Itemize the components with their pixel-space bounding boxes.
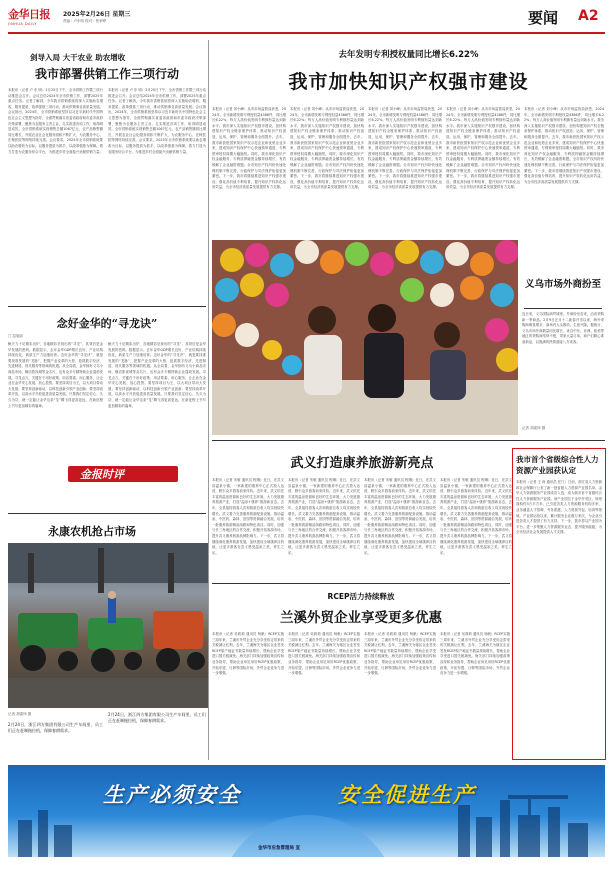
divider: [8, 306, 206, 307]
story4-title: 我市加快知识产权强市建设: [288, 71, 529, 93]
safety-ad-banner: [8, 765, 605, 857]
photo-caption-title: 义乌市场外商扮至: [524, 279, 601, 290]
logo-text: 金华日报: [8, 8, 50, 21]
story1-kicker: 剑导入局 大干农业 助农增收: [30, 53, 126, 62]
market-photo: [212, 240, 518, 435]
story5-title: 武义打造康养旅游新亮点: [290, 456, 434, 471]
story4-kicker: 去年发明专利授权量同比增长6.22%: [338, 50, 479, 60]
masthead-rule: [8, 32, 605, 34]
story7-body-col3: 本报讯（记者 吴莉莉 通讯员 杨帆）RCEP实施三周年来，兰溪市外贸企业充分享受协定带来的关税减让红利。去年，兰溪海关为辖区企业签发RCEP原产地证书数量持续增长，帮助企业享受进口国关税减免。海关部门持续加强政策宣传和业务指导，帮助企业用足用好RCEP优惠政策，开拓东盟、日韩等国际市场，外贸企业竞争力进一步增强。: [364, 632, 436, 676]
story2-body-col2: 鲸天力十足精彩出炉，各地精彩呈现出的“寻龙”，其背后是金华发展的密码。数据显示，去年金华GDP增长良好，产业结构持续优化，新质生产力加速培育。念好金华的“寻龙诀”，就是要找准发展的“龙脉”，把握产业变革的大势，抢抓数字经济、先进制造、现代服务等领域的机遇。从全局看，金华拥有义乌小商品市场、横店影视城等金名片，也有众多专精特新企业蓬勃发展。寻龙点穴，关键在于用好政策、用活要素、用心服务，让企业在金华安心发展、放心投资。要坚持项目为王，以大项目带动大发展；要坚持创新驱动，以科技创新引领产业创新；要坚持改革开放，以高水平开放促进高质量发展。只要我们坚定信心、久久为功，就一定能让金华这条“龙”腾飞得更高更远，在新征程上书写更加精彩的篇章。: [108, 342, 206, 408]
photo-caption-body: 连日来，义乌国际商贸城里，外商纷至沓来，洽谈采购新一季商品。2月9日正月十二新春开市以来，海外采购商明显增多，商场内人头攒动，生意兴隆。据统计，义乌市场外商数量同比增长，来自中东、非洲、欧美等地区的采购商络绎不绝，带来大量订单。商户们精心准备新品，以饱满的热情迎接八方来客。: [522, 312, 604, 344]
column-rule: [208, 40, 209, 760]
photo-caption: 2月24日，浙江四方集团有限公司生产车间里，员工们正在赶制拖拉机，保障春耕需求。: [8, 722, 103, 733]
story7-body-col1: 本报讯（记者 吴莉莉 通讯员 杨帆）RCEP实施三周年来，兰溪市外贸企业充分享受协定带来的关税减让红利。去年，兰溪海关为辖区企业签发RCEP原产地证书数量持续增长，帮助企业享受进口国关税减免。海关部门持续加强政策宣传和业务指导，帮助企业用足用好RCEP优惠政策，开拓东盟、日韩等国际市场，外贸企业竞争力进一步增强。: [212, 632, 284, 676]
story2-byline: □ 屈旭丽: [8, 334, 23, 338]
story4-body-col1: 本报讯（记者 刘小峰）从市市场监管局获悉，2024年，全市新增发明专利授权量4386件，同比增长6.22%；每万人高价值发明专利拥有量达到新水平。我市深入实施知识产权强市建设，加快构建知识产权全链条保护体系，推动知识产权创造、运用、保护、管理和服务全面提升。去年，我市新获批国家知识产权示范企业和优势企业多家，建成知识产权保护中心快速预审通道，专利预审授权周期大幅缩短。同时，我市深化知识产权金融服务，专利质押融资金额持续增长，有效缓解了企业融资难题。全市知识产权纠纷快速处理机制不断完善，行政保护与司法保护衔接更加紧密。下一步，我市将继续推进知识产权强市建设，强化高价值专利培育，提升知识产权转化运用效益，为全市经济高质量发展提供有力支撑。: [212, 107, 286, 190]
story5-body-col3: 本报讯（记者 朱敏 通讯员 程琳）近日，在武义县温泉小镇，一家新建的康养中心正式投入运营，吸引众多游客前来体验。近年来，武义依托丰富的温泉资源和良好的生态环境，大力发展康养旅游产业，打造“温泉+康养“旅游新业态。去年，全县接待游客人次和旅游总收入均实现较快增长。武义着力完善康养旅游配套设施，推动温泉、中医药、森林、田园等资源融合发展，培育一批康养旅游精品线路和特色项目。同时，加强与长三角地区的合作交流，积极开拓客源市场，提升武义康养旅游品牌影响力。下一步，武义将继续深化康养旅游发展，加快建设全域康养目的地，让更多游客在武义感受温泉之美、养生之乐。: [364, 478, 436, 555]
ad-sponsor: 金华市应急管理局 宣: [258, 846, 301, 851]
ad-slogan-2: 安全促进生产: [338, 783, 476, 807]
story1-title: 我市部署供销工作三项行动: [34, 67, 179, 81]
story2-title: 念好金华的“寻龙诀”: [56, 317, 158, 330]
page-number: A2: [578, 8, 599, 24]
newspaper-logo: [8, 6, 60, 26]
issue-date: 2025年2月26日 星期三: [63, 11, 131, 18]
story7-body-col4: 本报讯（记者 吴莉莉 通讯员 杨帆）RCEP实施三周年来，兰溪市外贸企业充分享受协定带来的关税减让红利。去年，兰溪海关为辖区企业签发RCEP原产地证书数量持续增长，帮助企业享受进口国关税减免。海关部门持续加强政策宣传和业务指导，帮助企业用足用好RCEP优惠政策，开拓东盟、日韩等国际市场，外贸企业竞争力进一步增强。: [440, 632, 510, 676]
ad-slogan-1: 生产必须安全: [103, 783, 241, 807]
divider: [212, 440, 605, 441]
photo-caption-col2: 2月24日，浙江四方集团有限公司生产车间里，员工们正在赶制拖拉机，保障春耕需求。: [108, 712, 206, 723]
story7-body-col2: 本报讯（记者 吴莉莉 通讯员 杨帆）RCEP实施三周年来，兰溪市外贸企业充分享受协定带来的关税减让红利。去年，兰溪海关为辖区企业签发RCEP原产地证书数量持续增长，帮助企业享受进口国关税减免。海关部门持续加强政策宣传和业务指导，帮助企业用足用好RCEP优惠政策，开拓东盟、日韩等国际市场，外贸企业竞争力进一步增强。: [288, 632, 360, 676]
story6-title: 我市首个省级综合性人力资源产业园获认定: [516, 455, 599, 475]
story4-body-col4: 本报讯（记者 刘小峰）从市市场监管局获悉，2024年，全市新增发明专利授权量4386件，同比增长6.22%；每万人高价值发明专利拥有量达到新水平。我市深入实施知识产权强市建设，加快构建知识产权全链条保护体系，推动知识产权创造、运用、保护、管理和服务全面提升。去年，我市新获批国家知识产权示范企业和优势企业多家，建成知识产权保护中心快速预审通道，专利预审授权周期大幅缩短。同时，我市深化知识产权金融服务，专利质押融资金额持续增长，有效缓解了企业融资难题。全市知识产权纠纷快速处理机制不断完善，行政保护与司法保护衔接更加紧密。下一步，我市将继续推进知识产权强市建设，强化高价值专利培育，提升知识产权转化运用效益，为全市经济高质量发展提供有力支撑。: [446, 107, 520, 190]
story7-kicker: RCEP活力持续释放: [327, 592, 395, 601]
photo-credit: 记者 胡素炜 摄: [8, 712, 32, 716]
section-title: 要闻: [528, 9, 559, 27]
story5-body-col2: 本报讯（记者 朱敏 通讯员 程琳）近日，在武义县温泉小镇，一家新建的康养中心正式投入运营，吸引众多游客前来体验。近年来，武义依托丰富的温泉资源和良好的生态环境，大力发展康养旅游产业，打造“温泉+康养“旅游新业态。去年，全县接待游客人次和旅游总收入均实现较快增长。武义着力完善康养旅游配套设施，推动温泉、中医药、森林、田园等资源融合发展，培育一批康养旅游精品线路和特色项目。同时，加强与长三角地区的合作交流，积极开拓客源市场，提升武义康养旅游品牌影响力。下一步，武义将继续深化康养旅游发展，加快建设全域康养目的地，让更多游客在武义感受温泉之美、养生之乐。: [288, 478, 360, 555]
divider: [8, 513, 206, 514]
opinion-banner: [8, 462, 206, 490]
photo-caption-credit: 记者 胡素炜 摄: [522, 426, 546, 430]
story4-body-col2: 本报讯（记者 刘小峰）从市市场监管局获悉，2024年，全市新增发明专利授权量4386件，同比增长6.22%；每万人高价值发明专利拥有量达到新水平。我市深入实施知识产权强市建设，加快构建知识产权全链条保护体系，推动知识产权创造、运用、保护、管理和服务全面提升。去年，我市新获批国家知识产权示范企业和优势企业多家，建成知识产权保护中心快速预审通道，专利预审授权周期大幅缩短。同时，我市深化知识产权金融服务，专利质押融资金额持续增长，有效缓解了企业融资难题。全市知识产权纠纷快速处理机制不断完善，行政保护与司法保护衔接更加紧密。下一步，我市将继续推进知识产权强市建设，强化高价值专利培育，提升知识产权转化运用效益，为全市经济高质量发展提供有力支撑。: [290, 107, 364, 190]
story2-body: 鲸天力十足精彩出炉，各地精彩呈现出的“寻龙”，其背后是金华发展的密码。数据显示，去年金华GDP增长良好，产业结构持续优化，新质生产力加速培育。念好金华的“寻龙诀”，就是要找准发展的“龙脉”，把握产业变革的大势，抢抓数字经济、先进制造、现代服务等领域的机遇。从全局看，金华拥有义乌小商品市场、横店影视城等金名片，也有众多专精特新企业蓬勃发展。寻龙点穴，关键在于用好政策、用活要素、用心服务，让企业在金华安心发展、放心投资。要坚持项目为王，以大项目带动大发展；要坚持创新驱动，以科技创新引领产业创新；要坚持改革开放，以高水平开放促进高质量发展。只要我们坚定信心、久久为功，就一定能让金华这条“龙”腾飞得更高更远，在新征程上书写更加精彩的篇章。: [8, 342, 103, 408]
story4-body-col3: 本报讯（记者 刘小峰）从市市场监管局获悉，2024年，全市新增发明专利授权量4386件，同比增长6.22%；每万人高价值发明专利拥有量达到新水平。我市深入实施知识产权强市建设，加快构建知识产权全链条保护体系，推动知识产权创造、运用、保护、管理和服务全面提升。去年，我市新获批国家知识产权示范企业和优势企业多家，建成知识产权保护中心快速预审通道，专利预审授权周期大幅缩短。同时，我市深化知识产权金融服务，专利质押融资金额持续增长，有效缓解了企业融资难题。全市知识产权纠纷快速处理机制不断完善，行政保护与司法保护衔接更加紧密。下一步，我市将继续推进知识产权强市建设，强化高价值专利培育，提升知识产权转化运用效益，为全市经济高质量发展提供有力支撑。: [368, 107, 442, 190]
logo-sub: JINHUA DAILY: [8, 22, 38, 26]
story4-body-col5: 本报讯（记者 刘小峰）从市市场监管局获悉，2024年，全市新增发明专利授权量4386件，同比增长6.22%；每万人高价值发明专利拥有量达到新水平。我市深入实施知识产权强市建设，加快构建知识产权全链条保护体系，推动知识产权创造、运用、保护、管理和服务全面提升。去年，我市新获批国家知识产权示范企业和优势企业多家，建成知识产权保护中心快速预审通道，专利预审授权周期大幅缩短。同时，我市深化知识产权金融服务，专利质押融资金额持续增长，有效缓解了企业融资难题。全市知识产权纠纷快速处理机制不断完善，行政保护与司法保护衔接更加紧密。下一步，我市将继续推进知识产权强市建设，强化高价值专利培育，提升知识产权转化运用效益，为全市经济高质量发展提供有力支撑。: [524, 107, 604, 184]
story1-body-col2: 本报讯（记者 卢 东 明）2月25日下午，全市供销工作暨三项行动推进会召开。会议总结2024年全市供销工作，部署2025年重点任务。记者了解到，今年我市供销系统将深入实施助农增收、服务提质、改革强基三项行动，推动供销事业高质量发展。会议指出，2024年，全市供销系统坚持以习近平新时代中国特色社会主义思想为指导，全面贯彻落实省委省政府和市委市政府决策部署，聚焦为农服务主责主业，扎实推进各项工作，取得明显成效。全市供销系统实现销售总额1067亿元，农产品销售额同比增长，开展农业社会化服务面积不断扩大，为农服务中心、庄稼医院等网络持续完善。会议要求，2025年全市供销系统要以助农增收为目标，以服务提质为抓手，以改革强基为保障，着力打造为农服务综合平台，为推进乡村全面振兴贡献供销力量。: [108, 88, 206, 154]
story5-body-col4: 本报讯（记者 朱敏 通讯员 程琳）近日，在武义县温泉小镇，一家新建的康养中心正式投入运营，吸引众多游客前来体验。近年来，武义依托丰富的温泉资源和良好的生态环境，大力发展康养旅游产业，打造“温泉+康养“旅游新业态。去年，全县接待游客人次和旅游总收入均实现较快增长。武义着力完善康养旅游配套设施，推动温泉、中医药、森林、田园等资源融合发展，培育一批康养旅游精品线路和特色项目。同时，加强与长三角地区的合作交流，积极开拓客源市场，提升武义康养旅游品牌影响力。下一步，武义将继续深化康养旅游发展，加快建设全域康养目的地，让更多游客在武义感受温泉之美、养生之乐。: [440, 478, 512, 555]
story5-body-col1: 本报讯（记者 朱敏 通讯员 程琳）近日，在武义县温泉小镇，一家新建的康养中心正式投入运营，吸引众多游客前来体验。近年来，武义依托丰富的温泉资源和良好的生态环境，大力发展康养旅游产业，打造“温泉+康养“旅游新业态。去年，全县接待游客人次和旅游总收入均实现较快增长。武义着力完善康养旅游配套设施，推动温泉、中医药、森林、田园等资源融合发展，培育一批康养旅游精品线路和特色项目。同时，加强与长三角地区的合作交流，积极开拓客源市场，提升武义康养旅游品牌影响力。下一步，武义将继续深化康养旅游发展，加快建设全域康养目的地，让更多游客在武义感受温泉之美、养生之乐。: [212, 478, 284, 555]
story6-body: 本报讯（记者 王 涛 通讯员 任江）日前，浙江省人力资源和社会保障厅公布了新一批省级人力资源产业园名单，金华人力资源服务产业园成功入选，成为我市首个省级综合性人力资源服务产业园。该产业园位于金华开发区，规划面积约3万平方米，已引进各类人力资源服务机构多家，业务涵盖人才招聘、劳务派遣、人力资源外包、培训等领域。产业园运营以来，累计服务企业数万家次，为企业引进各类人才提供了有力支持。下一步，我市将以产业园为平台，进一步集聚人力资源服务业态，提升服务能级，为全市经济社会发展提供人才支撑。: [516, 480, 602, 535]
story1-body: 本报讯（记者 卢 东 明）2月25日下午，全市供销工作暨三项行动推进会召开。会议总结2024年全市供销工作，部署2025年重点任务。记者了解到，今年我市供销系统将深入实施助农增收、服务提质、改革强基三项行动，推动供销事业高质量发展。会议指出，2024年，全市供销系统坚持以习近平新时代中国特色社会主义思想为指导，全面贯彻落实省委省政府和市委市政府决策部署，聚焦为农服务主责主业，扎实推进各项工作，取得明显成效。全市供销系统实现销售总额1067亿元，农产品销售额同比增长，开展农业社会化服务面积不断扩大，为农服务中心、庄稼医院等网络持续完善。会议要求，2025年全市供销系统要以助农增收为目标，以服务提质为抓手，以改革强基为保障，着力打造为农服务综合平台，为推进乡村全面振兴贡献供销力量。: [8, 88, 103, 154]
story7-title: 兰溪外贸企业享受更多优惠: [280, 610, 442, 626]
caption-rule: [524, 308, 602, 309]
banner-label: 金报时评: [80, 468, 124, 481]
editor-meta: 责编｜卢东明 校对｜张荣晔: [63, 19, 107, 23]
masthead: [8, 6, 605, 30]
divider: [212, 583, 510, 584]
factory-photo: [8, 543, 208, 708]
story3-title: 永康农机抢占市场: [48, 525, 136, 538]
